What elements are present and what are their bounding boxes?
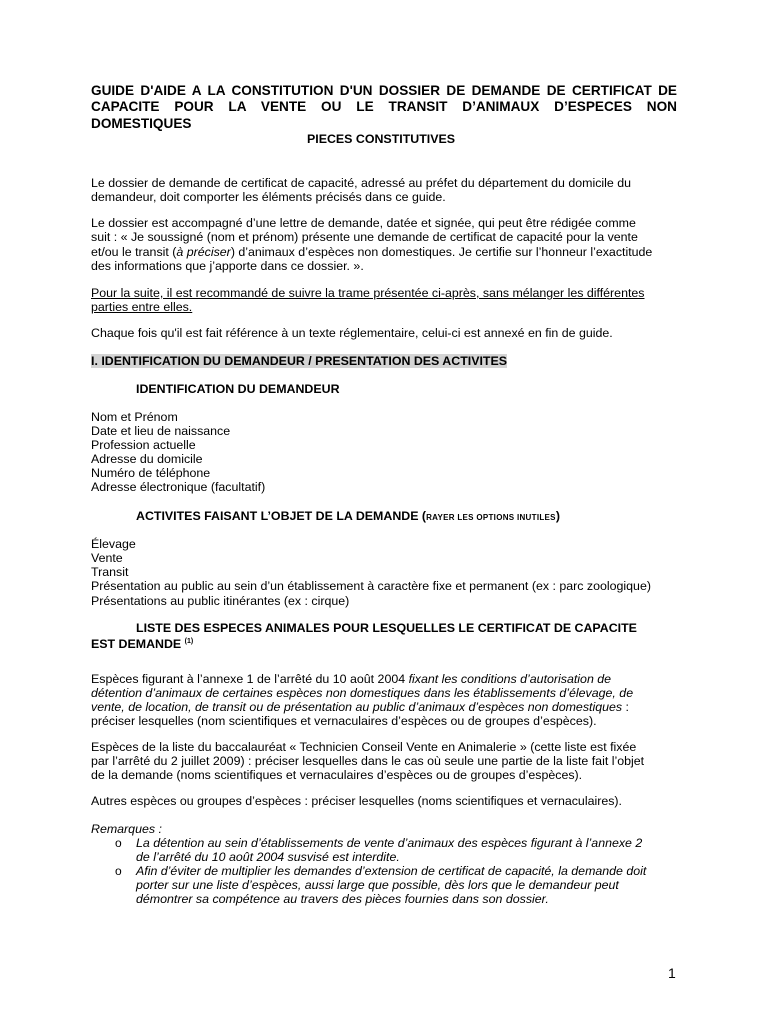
activity-item: Présentations au public itinérantes (ex : cirque) <box>91 594 350 608</box>
identification-heading: IDENTIFICATION DU DEMANDEUR <box>136 382 340 396</box>
ident-field: Adresse électronique (facultatif) <box>91 480 266 494</box>
annex-line-2: détention d’animaux de certaines espèces non domestiques dans les établissements d’élevage, de <box>91 686 634 700</box>
remark-2-line-3: démontrer sa compétence au travers des pièces fournies dans son dossier. <box>136 892 549 906</box>
doc-subtitle: PIECES CONSTITUTIVES <box>307 132 456 146</box>
annex-line-4: préciser lesquelles (nom scientifiques et vernaculaires d’espèces ou de groupes d’espèces). <box>91 714 597 728</box>
other-species-line: Autres espèces ou groupes d’espèces : préciser lesquelles (noms scientifiques et vernaculaires). <box>91 794 623 808</box>
bac-line-2: par l’arrêté du 2 juillet 2009) : préciser lesquelles dans le cas où seule une partie de la liste fait l’objet <box>91 754 645 768</box>
activities-heading-close: ) <box>555 509 560 523</box>
activities-heading <box>136 509 560 525</box>
letter-line-3 <box>91 245 652 259</box>
doc-title-line-1: GUIDE D'AIDE A LA CONSTITUTION D'UN DOSSIER DE DEMANDE DE CERTIFICAT DE <box>91 83 677 98</box>
bullet-circle-icon: o <box>115 836 122 850</box>
bullet-circle-icon: o <box>115 864 122 878</box>
activities-heading-text: ACTIVITES FAISANT L’OBJET DE LA DEMANDE ( <box>136 509 427 523</box>
activity-item: Vente <box>91 551 123 565</box>
ident-field: Profession actuelle <box>91 438 196 452</box>
letter-line-1: Le dossier est accompagné d’une lettre de demande, datée et signée, qui peut être rédigée comme <box>91 216 636 230</box>
activities-note: RAYER LES OPTIONS INUTILES <box>426 513 556 522</box>
ident-field: Date et lieu de naissance <box>91 424 231 438</box>
intro-line-2: demandeur, doit comporter les éléments précisés dans ce guide. <box>91 190 446 204</box>
ident-field: Numéro de téléphone <box>91 466 211 480</box>
letter-line-4: des informations que j’apporte dans ce dossier. ». <box>91 259 364 273</box>
reference-note: Chaque fois qu'il est fait référence à un texte réglementaire, celui-ci est annexé en fin de guide. <box>91 326 613 340</box>
activity-item: Présentation au public au sein d’un établissement à caractère fixe et permanent (ex : parc zoologique) <box>91 579 651 593</box>
section-1-heading-text: I. IDENTIFICATION DU DEMANDEUR / PRESENTATION DES ACTIVITES <box>91 354 508 368</box>
remarks-label: Remarques : <box>91 822 162 836</box>
activity-item: Transit <box>91 565 129 579</box>
section-1-heading <box>91 354 507 368</box>
species-heading-text: EST DEMANDE <box>91 637 182 652</box>
doc-title-line-3: DOMESTIQUES <box>91 116 192 131</box>
remark-1-line-2: de l’arrêté du 10 août 2004 susvisé est interdite. <box>136 850 400 864</box>
page-number: 1 <box>668 965 676 981</box>
letter-line-2: suit : « Je soussigné (nom et prénom) présente une demande de certificat de capacité pour la vente <box>91 230 638 244</box>
footnote-marker: (1) <box>184 638 194 645</box>
ident-field: Nom et Prénom <box>91 410 178 424</box>
doc-title-line-2: CAPACITE POUR LA VENTE OU LE TRANSIT D’ANIMAUX D’ESPECES NON <box>91 99 677 114</box>
follow-line-1: Pour la suite, il est recommandé de suivre la trame présentée ci-après, sans mélanger les différentes <box>91 286 645 300</box>
remark-2-line-2: porter sur une liste d’espèces, aussi large que possible, dès lors que le demandeur peut <box>136 878 619 892</box>
annex-italic-text: fixant les conditions d’autorisation de <box>408 672 612 686</box>
species-heading-line-2 <box>91 635 193 651</box>
letter-text: et/ou le transit ( <box>91 245 177 259</box>
species-heading-line-1: LISTE DES ESPECES ANIMALES POUR LESQUELLES LE CERTIFICAT DE CAPACITE <box>136 621 637 635</box>
follow-line-2: parties entre elles. <box>91 300 193 314</box>
letter-italic-text: à préciser <box>176 245 231 259</box>
letter-text: ) d’animaux d’espèces non domestiques. Je certifie sur l’honneur l’exactitude <box>230 245 653 259</box>
remark-1-line-1: La détention au sein d’établissements de vente d’animaux des espèces figurant à l’annexe 2 <box>136 836 643 850</box>
activity-item: Élevage <box>91 537 136 551</box>
annex-line-1 <box>91 672 611 686</box>
bac-line-3: de la demande (noms scientifiques et vernaculaires d’espèces ou de groupes d’espèces). <box>91 768 583 782</box>
annex-italic-text: vente, de location, de transit ou de présentation au public d’animaux d’espèces non domestiques <box>91 700 623 714</box>
ident-field: Adresse du domicile <box>91 452 203 466</box>
intro-line-1: Le dossier de demande de certificat de capacité, adressé au préfet du département du domicile du <box>91 176 632 190</box>
annex-text: : <box>622 700 629 714</box>
annex-text: Espèces figurant à l’annexe 1 de l’arrêté du 10 août 2004 <box>91 672 409 686</box>
remark-2-line-1: Afin d’éviter de multiplier les demandes d’extension de certificat de capacité, la demande doit <box>136 864 647 878</box>
annex-line-3 <box>91 700 629 714</box>
bac-line-1: Espèces de la liste du baccalauréat « Technicien Conseil Vente en Animalerie » (cette liste est fixée <box>91 740 637 754</box>
